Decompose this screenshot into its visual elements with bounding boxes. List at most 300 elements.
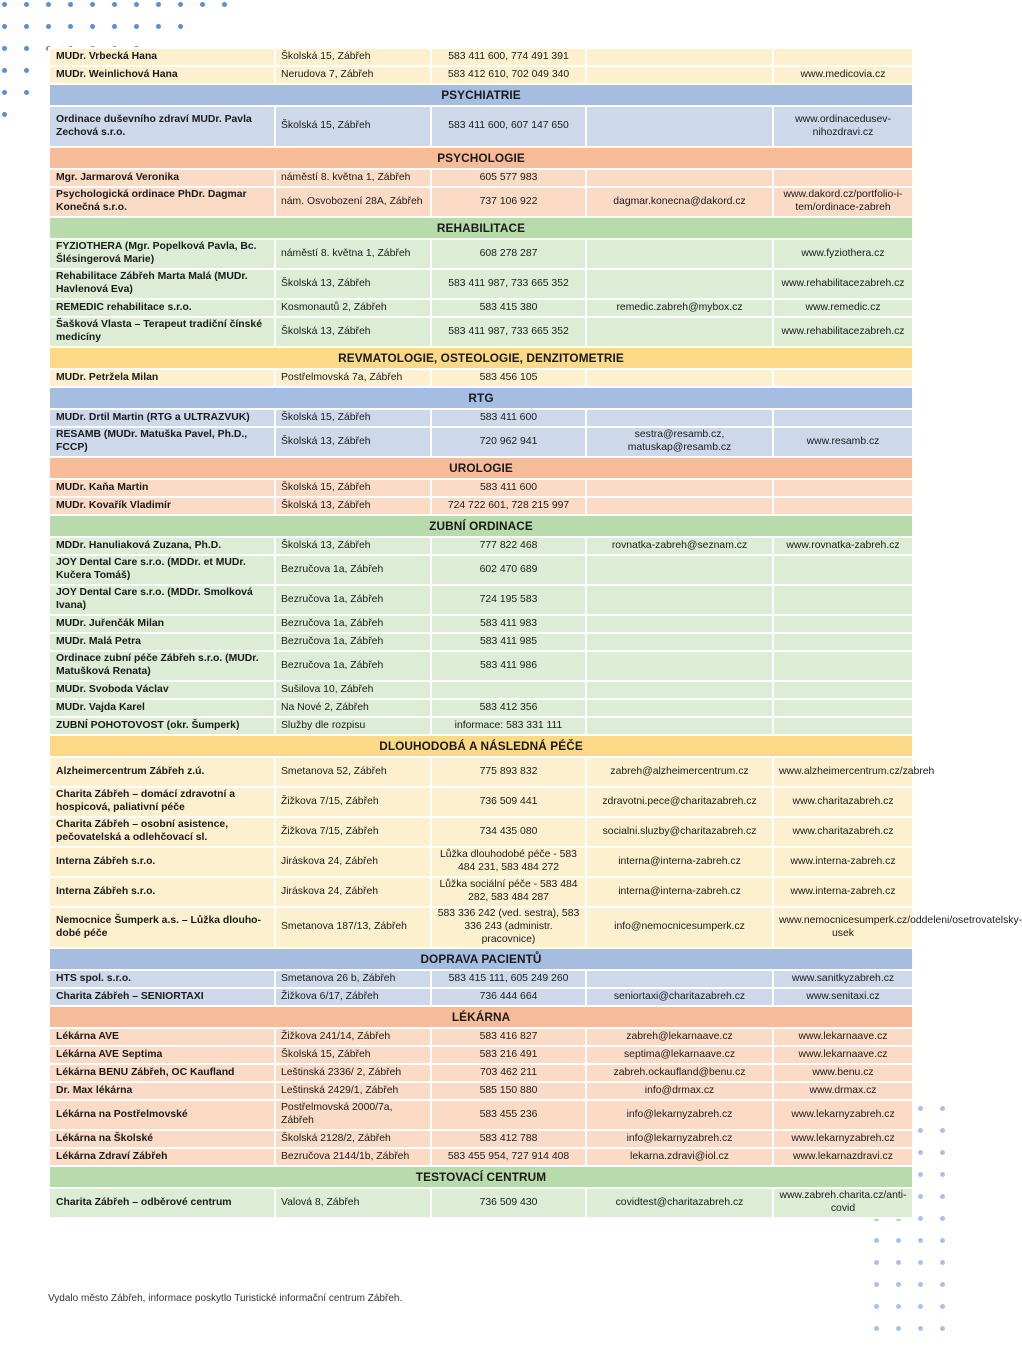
- phone: 583 412 610, 702 049 340: [431, 66, 586, 84]
- website[interactable]: www.medicovia.cz: [773, 66, 913, 84]
- phone: 608 278 287: [431, 239, 586, 269]
- decorative-dot: [134, 24, 139, 29]
- email: [586, 317, 773, 347]
- website[interactable]: www.senitaxi.cz: [773, 988, 913, 1006]
- phone: 583 411 600, 607 147 650: [431, 106, 586, 147]
- website: [773, 717, 913, 735]
- email: [586, 651, 773, 681]
- provider-name: MUDr. Weinlichová Hana: [49, 66, 275, 84]
- address: Sušilova 10, Zábřeh: [275, 681, 431, 699]
- phone: 736 444 664: [431, 988, 586, 1006]
- email[interactable]: socialni.sluzby@charitazabreh.cz: [586, 817, 773, 847]
- email[interactable]: info@nemocnicesumperk.cz: [586, 907, 773, 948]
- address: Smetanova 26 b, Zábřeh: [275, 970, 431, 988]
- decorative-dot: [2, 90, 7, 95]
- decorative-dot: [90, 2, 95, 7]
- provider-name: Lékárna BENU Zábřeh, OC Kaufland: [49, 1064, 275, 1082]
- decorative-dot: [896, 1282, 901, 1287]
- phone: 605 577 983: [431, 169, 586, 187]
- address: Školská 13, Zábřeh: [275, 269, 431, 299]
- email[interactable]: covidtest@charitazabreh.cz: [586, 1188, 773, 1218]
- address: Bezručova 2144/1b, Zábřeh: [275, 1148, 431, 1166]
- email: [586, 479, 773, 497]
- address: Postřelmovská 2000/7a, Zábřeh: [275, 1100, 431, 1130]
- email: [586, 717, 773, 735]
- decorative-dot: [90, 24, 95, 29]
- phone: 720 962 941: [431, 427, 586, 457]
- provider-name: Šašková Vlasta – Terapeut tradiční čínské medicíny: [49, 317, 275, 347]
- website[interactable]: www.lekarnaave.cz: [773, 1028, 913, 1046]
- email[interactable]: zabreh.ockaufland@benu.cz: [586, 1064, 773, 1082]
- decorative-dot: [178, 2, 183, 7]
- decorative-dot: [940, 1282, 945, 1287]
- email: [586, 970, 773, 988]
- address: Leštinská 2336/ 2, Zábřeh: [275, 1064, 431, 1082]
- address: Žižkova 6/17, Zábřeh: [275, 988, 431, 1006]
- email[interactable]: septima@lekarnaave.cz: [586, 1046, 773, 1064]
- phone: 583 411 987, 733 665 352: [431, 269, 586, 299]
- decorative-dot: [940, 1172, 945, 1177]
- address: Na Nové 2, Zábřeh: [275, 699, 431, 717]
- website[interactable]: www.remedic.cz: [773, 299, 913, 317]
- email: [586, 169, 773, 187]
- decorative-dot: [2, 68, 7, 73]
- provider-name: MUDr. Juřenčák Milan: [49, 615, 275, 633]
- phone: [431, 681, 586, 699]
- provider-name: HTS spol. s.r.o.: [49, 970, 275, 988]
- section-header: [49, 515, 913, 537]
- email: [586, 615, 773, 633]
- address: Jiráskova 24, Zábřeh: [275, 877, 431, 907]
- decorative-dot: [896, 1260, 901, 1265]
- decorative-dot: [918, 1216, 923, 1221]
- provider-name: Charita Zábřeh – odběrové centrum: [49, 1188, 275, 1218]
- phone: 736 509 430: [431, 1188, 586, 1218]
- website[interactable]: www.lekarnaave.cz: [773, 1046, 913, 1064]
- email[interactable]: interna@interna-zabreh.cz: [586, 847, 773, 877]
- phone: 583 411 600: [431, 479, 586, 497]
- phone: 583 411 986: [431, 651, 586, 681]
- phone: informace: 583 331 111: [431, 717, 586, 735]
- website[interactable]: www.nemocnicesumperk.cz/oddeleni/osetrovatelsky-usek: [773, 907, 913, 948]
- address: Bezručova 1a, Zábřeh: [275, 615, 431, 633]
- decorative-dot: [940, 1326, 945, 1331]
- section-title: LÉKÁRNA: [49, 1006, 913, 1028]
- section-header: [49, 147, 913, 169]
- decorative-dot: [874, 1282, 879, 1287]
- email[interactable]: zabreh@alzheimercentrum.cz: [586, 757, 773, 787]
- provider-name: Interna Zábřeh s.r.o.: [49, 847, 275, 877]
- email[interactable]: info@drmax.cz: [586, 1082, 773, 1100]
- table-row: [49, 317, 913, 347]
- phone: 583 416 827: [431, 1028, 586, 1046]
- website[interactable]: www.lekarnyzabreh.cz: [773, 1100, 913, 1130]
- table-row: [49, 537, 913, 555]
- section-header: [49, 457, 913, 479]
- section-header: [49, 735, 913, 757]
- table-row: [49, 970, 913, 988]
- website[interactable]: www.rovnatka-zabreh.cz: [773, 537, 913, 555]
- provider-name: Charita Zábřeh – domácí zdravotní a hospicová, paliativní péče: [49, 787, 275, 817]
- address: Školská 13, Zábřeh: [275, 537, 431, 555]
- phone: 583 411 983: [431, 615, 586, 633]
- table-row: [49, 479, 913, 497]
- table-row: [49, 615, 913, 633]
- provider-name: Charita Zábřeh – SENIORTAXI: [49, 988, 275, 1006]
- decorative-dot: [918, 1128, 923, 1133]
- website[interactable]: www.rehabilitacezabreh.cz: [773, 269, 913, 299]
- website[interactable]: www.interna-zabreh.cz: [773, 847, 913, 877]
- publisher-note: Vydalo město Zábřeh, informace poskytlo Turistické informační centrum Zábřeh.: [48, 1293, 403, 1304]
- provider-name: Psychologická ordinace PhDr. Dagmar Konečná s.r.o.: [49, 187, 275, 217]
- table-row: [49, 497, 913, 515]
- website[interactable]: www.ordinacedusev-nihozdravi.cz: [773, 106, 913, 147]
- address: Školská 13, Zábřeh: [275, 317, 431, 347]
- email: [586, 48, 773, 66]
- address: Kosmonautů 2, Zábřeh: [275, 299, 431, 317]
- provider-name: Charita Zábřeh – osobní asistence, pečovatelská a odlehčovací sl.: [49, 817, 275, 847]
- address: Školská 13, Zábřeh: [275, 497, 431, 515]
- website[interactable]: www.charitazabreh.cz: [773, 817, 913, 847]
- provider-name: MUDr. Malá Petra: [49, 633, 275, 651]
- table-row: [49, 427, 913, 457]
- address: Leštinská 2429/1, Zábřeh: [275, 1082, 431, 1100]
- decorative-dot: [222, 2, 227, 7]
- phone: Lůžka sociální péče - 583 484 282, 583 484 287: [431, 877, 586, 907]
- decorative-dot: [24, 2, 29, 7]
- website: [773, 48, 913, 66]
- provider-name: MUDr. Petržela Milan: [49, 369, 275, 387]
- provider-name: Dr. Max lékárna: [49, 1082, 275, 1100]
- decorative-dot: [918, 1282, 923, 1287]
- decorative-dot: [940, 1304, 945, 1309]
- phone: 583 415 380: [431, 299, 586, 317]
- table-row: [49, 299, 913, 317]
- section-header: [49, 387, 913, 409]
- table-row: [49, 48, 913, 66]
- section-title: RTG: [49, 387, 913, 409]
- provider-name: MUDr. Kaňa Martin: [49, 479, 275, 497]
- phone: 583 412 356: [431, 699, 586, 717]
- website: [773, 615, 913, 633]
- provider-name: JOY Dental Care s.r.o. (MDDr. et MUDr. Kučera Tomáš): [49, 555, 275, 585]
- decorative-dot: [156, 24, 161, 29]
- phone: 736 509 441: [431, 787, 586, 817]
- email: [586, 106, 773, 147]
- decorative-dot: [156, 2, 161, 7]
- website[interactable]: www.drmax.cz: [773, 1082, 913, 1100]
- provider-name: MUDr. Drtil Martin (RTG a ULTRAZVUK): [49, 409, 275, 427]
- decorative-dot: [874, 1238, 879, 1243]
- phone: 583 455 954, 727 914 408: [431, 1148, 586, 1166]
- email[interactable]: zdravotni.pece@charitazabreh.cz: [586, 787, 773, 817]
- decorative-dot: [2, 46, 7, 51]
- website[interactable]: www.alzheimercentrum.cz/zabreh: [773, 757, 913, 787]
- email[interactable]: info@lekarnyzabreh.cz: [586, 1130, 773, 1148]
- address: Školská 15, Zábřeh: [275, 106, 431, 147]
- decorative-dot: [24, 24, 29, 29]
- decorative-dot: [24, 46, 29, 51]
- website: [773, 409, 913, 427]
- phone: 602 470 689: [431, 555, 586, 585]
- provider-name: RESAMB (MUDr. Matuška Pavel, Ph.D., FCCP): [49, 427, 275, 457]
- decorative-dot: [874, 1260, 879, 1265]
- website: [773, 497, 913, 515]
- phone: 583 336 242 (ved. sestra), 583 336 243 (administr. pracovnice): [431, 907, 586, 948]
- provider-name: Rehabilitace Zábřeh Marta Malá (MUDr. Havlenová Eva): [49, 269, 275, 299]
- decorative-dot: [896, 1238, 901, 1243]
- email: [586, 239, 773, 269]
- address: Žižkova 7/15, Zábřeh: [275, 787, 431, 817]
- email[interactable]: seniortaxi@charitazabreh.cz: [586, 988, 773, 1006]
- decorative-dot: [940, 1260, 945, 1265]
- website[interactable]: www.lekarnyzabreh.cz: [773, 1130, 913, 1148]
- address: Žižkova 7/15, Zábřeh: [275, 817, 431, 847]
- address: Postřelmovská 7a, Zábřeh: [275, 369, 431, 387]
- provider-name: Mgr. Jarmarová Veronika: [49, 169, 275, 187]
- decorative-dot: [200, 2, 205, 7]
- email[interactable]: sestra@resamb.cz, matuskap@resamb.cz: [586, 427, 773, 457]
- email[interactable]: dagmar.konecna@dakord.cz: [586, 187, 773, 217]
- website[interactable]: www.zabreh.charita.cz/anti-covid: [773, 1188, 913, 1218]
- decorative-dot: [896, 1326, 901, 1331]
- provider-name: MUDr. Kovařík Vladimír: [49, 497, 275, 515]
- table-row: [49, 1188, 913, 1218]
- table-row: [49, 681, 913, 699]
- provider-name: MUDr. Vajda Karel: [49, 699, 275, 717]
- decorative-dot: [112, 24, 117, 29]
- table-row: [49, 1100, 913, 1130]
- email: [586, 585, 773, 615]
- decorative-dot: [874, 1326, 879, 1331]
- section-title: ZUBNÍ ORDINACE: [49, 515, 913, 537]
- decorative-dot: [940, 1238, 945, 1243]
- decorative-dot: [134, 2, 139, 7]
- table-row: [49, 717, 913, 735]
- section-title: REVMATOLOGIE, OSTEOLOGIE, DENZITOMETRIE: [49, 347, 913, 369]
- address: Školská 2128/2, Zábřeh: [275, 1130, 431, 1148]
- provider-name: Alzheimercentrum Zábřeh z.ú.: [49, 757, 275, 787]
- email[interactable]: rovnatka-zabreh@seznam.cz: [586, 537, 773, 555]
- phone: 585 150 880: [431, 1082, 586, 1100]
- address: Bezručova 1a, Zábřeh: [275, 651, 431, 681]
- address: Školská 15, Zábřeh: [275, 48, 431, 66]
- decorative-dot: [2, 24, 7, 29]
- website[interactable]: www.lekarnazdravi.cz: [773, 1148, 913, 1166]
- table-row: [49, 699, 913, 717]
- table-row: [49, 847, 913, 877]
- decorative-dot: [46, 24, 51, 29]
- email: [586, 555, 773, 585]
- email: [586, 369, 773, 387]
- table-row: [49, 555, 913, 585]
- email[interactable]: remedic.zabreh@mybox.cz: [586, 299, 773, 317]
- decorative-dot: [940, 1106, 945, 1111]
- decorative-dot: [940, 1128, 945, 1133]
- decorative-dot: [918, 1326, 923, 1331]
- address: Bezručova 1a, Zábřeh: [275, 585, 431, 615]
- decorative-dot: [896, 1304, 901, 1309]
- section-title: TESTOVACÍ CENTRUM: [49, 1166, 913, 1188]
- website: [773, 681, 913, 699]
- address: Žižkova 241/14, Zábřeh: [275, 1028, 431, 1046]
- table-row: [49, 369, 913, 387]
- website[interactable]: www.dakord.cz/portfolio-i-tem/ordinace-zabreh: [773, 187, 913, 217]
- decorative-dot: [940, 1150, 945, 1155]
- phone: 583 412 788: [431, 1130, 586, 1148]
- website[interactable]: www.fyziothera.cz: [773, 239, 913, 269]
- email: [586, 66, 773, 84]
- provider-name: Lékárna AVE: [49, 1028, 275, 1046]
- website: [773, 555, 913, 585]
- email: [586, 497, 773, 515]
- section-header: [49, 1166, 913, 1188]
- decorative-dot: [940, 1216, 945, 1221]
- phone: 777 822 468: [431, 537, 586, 555]
- address: Bezručova 1a, Zábřeh: [275, 633, 431, 651]
- table-row: [49, 239, 913, 269]
- section-header: [49, 347, 913, 369]
- decorative-dot: [918, 1194, 923, 1199]
- healthcare-directory-table: [48, 47, 1022, 1219]
- email[interactable]: lekarna.zdravi@iol.cz: [586, 1148, 773, 1166]
- decorative-dot: [24, 90, 29, 95]
- provider-name: Interna Zábřeh s.r.o.: [49, 877, 275, 907]
- email: [586, 699, 773, 717]
- provider-name: Lékárna na Školské: [49, 1130, 275, 1148]
- address: Smetanova 187/13, Zábřeh: [275, 907, 431, 948]
- address: náměstí 8. května 1, Zábřeh: [275, 239, 431, 269]
- section-header: [49, 84, 913, 106]
- website[interactable]: www.interna-zabreh.cz: [773, 877, 913, 907]
- address: Školská 15, Zábřeh: [275, 1046, 431, 1064]
- phone: Lůžka dlouhodobé péče - 583 484 231, 583 484 272: [431, 847, 586, 877]
- table-row: [49, 1046, 913, 1064]
- table-row: [49, 187, 913, 217]
- address: Smetanova 52, Zábřeh: [275, 757, 431, 787]
- table-row: [49, 1082, 913, 1100]
- table-row: [49, 988, 913, 1006]
- website[interactable]: www.charitazabreh.cz: [773, 787, 913, 817]
- phone: 583 411 600: [431, 409, 586, 427]
- phone: 583 216 491: [431, 1046, 586, 1064]
- email: [586, 633, 773, 651]
- website[interactable]: www.sanitkyzabreh.cz: [773, 970, 913, 988]
- table-row: [49, 1028, 913, 1046]
- section-header: [49, 1006, 913, 1028]
- provider-name: Ordinace duševního zdraví MUDr. Pavla Zechová s.r.o.: [49, 106, 275, 147]
- provider-name: Nemocnice Šumperk a.s. – Lůžka dlouho-dobé péče: [49, 907, 275, 948]
- provider-name: Lékárna Zdraví Zábřeh: [49, 1148, 275, 1166]
- decorative-dot: [940, 1194, 945, 1199]
- table-row: [49, 1064, 913, 1082]
- provider-name: FYZIOTHERA (Mgr. Popelková Pavla, Bc. Šlésingerová Marie): [49, 239, 275, 269]
- website[interactable]: www.rehabilitacezabreh.cz: [773, 317, 913, 347]
- phone: 583 411 600, 774 491 391: [431, 48, 586, 66]
- provider-name: Ordinace zubní péče Zábřeh s.r.o. (MUDr. Matušková Renata): [49, 651, 275, 681]
- email: [586, 681, 773, 699]
- decorative-dot: [68, 2, 73, 7]
- address: Valová 8, Zábřeh: [275, 1188, 431, 1218]
- email[interactable]: interna@interna-zabreh.cz: [586, 877, 773, 907]
- website: [773, 585, 913, 615]
- section-title: REHABILITACE: [49, 217, 913, 239]
- table-row: [49, 877, 913, 907]
- decorative-dot: [112, 2, 117, 7]
- section-title: DLOUHODOBÁ A NÁSLEDNÁ PÉČE: [49, 735, 913, 757]
- section-header: [49, 948, 913, 970]
- decorative-dot: [918, 1238, 923, 1243]
- section-header: [49, 217, 913, 239]
- address: Školská 15, Zábřeh: [275, 409, 431, 427]
- website[interactable]: www.benu.cz: [773, 1064, 913, 1082]
- table-row: [49, 169, 913, 187]
- phone: 724 722 601, 728 215 997: [431, 497, 586, 515]
- decorative-dot: [918, 1106, 923, 1111]
- table-row: [49, 66, 913, 84]
- address: náměstí 8. května 1, Zábřeh: [275, 169, 431, 187]
- decorative-dot: [2, 2, 7, 7]
- address: Jiráskova 24, Zábřeh: [275, 847, 431, 877]
- table-row: [49, 817, 913, 847]
- phone: 583 411 985: [431, 633, 586, 651]
- section-title: DOPRAVA PACIENTŮ: [49, 948, 913, 970]
- decorative-dot: [68, 24, 73, 29]
- table-row: [49, 907, 913, 948]
- phone: 703 462 211: [431, 1064, 586, 1082]
- email: [586, 409, 773, 427]
- table-row: [49, 269, 913, 299]
- phone: 734 435 080: [431, 817, 586, 847]
- decorative-dot: [918, 1304, 923, 1309]
- email[interactable]: info@lekarnyzabreh.cz: [586, 1100, 773, 1130]
- decorative-dot: [178, 24, 183, 29]
- decorative-dot: [24, 68, 29, 73]
- provider-name: Lékárna na Postřelmovské: [49, 1100, 275, 1130]
- website: [773, 699, 913, 717]
- decorative-dot: [918, 1172, 923, 1177]
- website: [773, 633, 913, 651]
- provider-name: Lékárna AVE Septima: [49, 1046, 275, 1064]
- website[interactable]: www.resamb.cz: [773, 427, 913, 457]
- address: Bezručova 1a, Zábřeh: [275, 555, 431, 585]
- table-row: [49, 787, 913, 817]
- address: Nerudova 7, Zábřeh: [275, 66, 431, 84]
- address: nám. Osvobození 28A, Zábřeh: [275, 187, 431, 217]
- address: Školská 13, Zábřeh: [275, 427, 431, 457]
- decorative-dot: [918, 1150, 923, 1155]
- address: Služby dle rozpisu: [275, 717, 431, 735]
- section-title: PSYCHIATRIE: [49, 84, 913, 106]
- table-row: [49, 585, 913, 615]
- table-row: [49, 633, 913, 651]
- phone: 775 893 832: [431, 757, 586, 787]
- provider-name: ZUBNÍ POHOTOVOST (okr. Šumperk): [49, 717, 275, 735]
- provider-name: REMEDIC rehabilitace s.r.o.: [49, 299, 275, 317]
- email[interactable]: zabreh@lekarnaave.cz: [586, 1028, 773, 1046]
- provider-name: MDDr. Hanuliaková Zuzana, Ph.D.: [49, 537, 275, 555]
- provider-name: JOY Dental Care s.r.o. (MDDr. Smolková Ivana): [49, 585, 275, 615]
- decorative-dot: [874, 1304, 879, 1309]
- provider-name: MUDr. Svoboda Václav: [49, 681, 275, 699]
- phone: 583 411 987, 733 665 352: [431, 317, 586, 347]
- phone: 583 415 111, 605 249 260: [431, 970, 586, 988]
- decorative-dot: [918, 1260, 923, 1265]
- decorative-dot: [2, 112, 7, 117]
- table-row: [49, 757, 913, 787]
- table-row: [49, 409, 913, 427]
- email: [586, 269, 773, 299]
